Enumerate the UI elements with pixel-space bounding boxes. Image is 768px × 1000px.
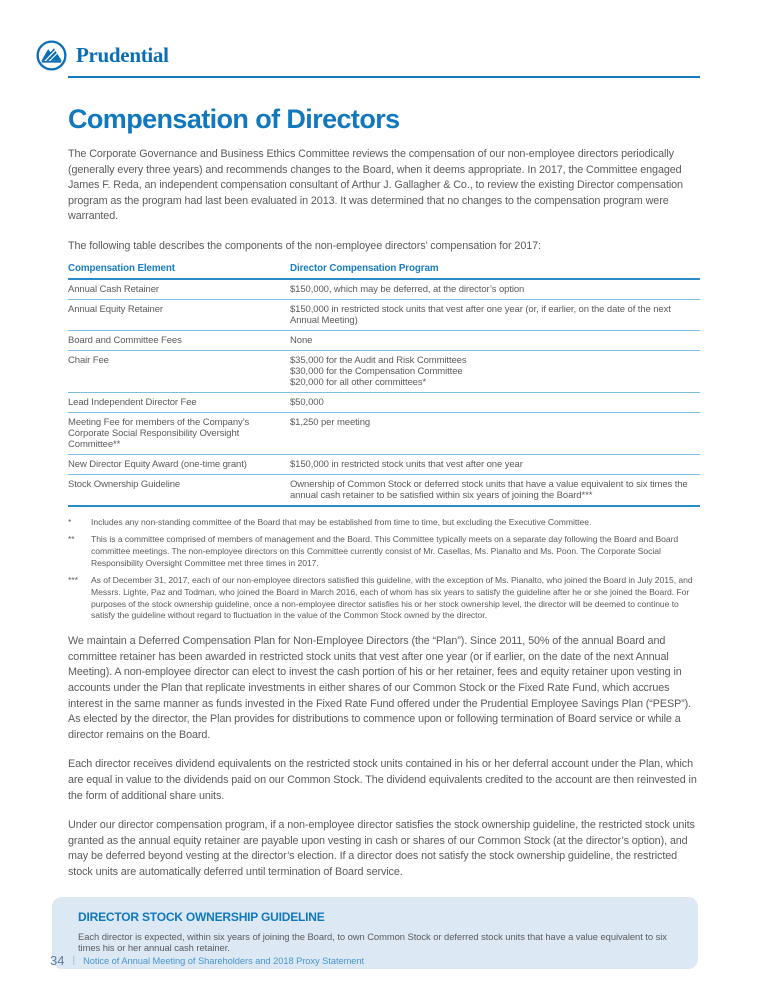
cell-element: Stock Ownership Guideline [68, 474, 290, 506]
program-line: $1,250 per meeting [290, 416, 371, 428]
cell-program [290, 392, 700, 412]
table-row [68, 350, 700, 392]
program-line: $30,000 for the Compensation Committee [290, 365, 463, 377]
brand-header [36, 40, 169, 71]
program-line: $150,000 in restricted stock units that vest after one year [290, 458, 523, 470]
footnote-text: This is a committee comprised of members of management and the Board. This Committee typically meets on a separate day following the Board and Board committee meetings. The non-employee directors on this Committee currently consist of Mr. Casellas, Ms. Pianalto and Ms. Poon. The Corporate Social Responsibility Oversight Committee met three times in 2017. [91, 534, 679, 568]
brand-wordmark: Prudential [76, 43, 169, 67]
callout-title: DIRECTOR STOCK OWNERSHIP GUIDELINE [78, 909, 325, 924]
cell-element: Meeting Fee for members of the Company’s Corporate Social Responsibility Oversight Committee** [68, 412, 290, 454]
cell-program [290, 350, 700, 392]
cell-program [290, 330, 700, 350]
footnote [68, 517, 700, 529]
body-paragraph-1: We maintain a Deferred Compensation Plan for Non-Employee Directors (the “Plan”). Since 2011, 50% of the annual Board and committee retainer has been awarded in restricted stock units that vest after one year (or if earlier, on the date of the next Annual Meeting). A non-employee director can elect to invest the cash portion of his or her retainer, fees and equity retainer upon vesting in accounts under the Plan that replicate investments in either shares of our Common Stock or the Fixed Rate Fund, which accrues interest in the same manner as funds invested in the Fixed Rate Fund offered under the Prudential Employee Savings Plan (“PESP”). As elected by the director, the Plan provides for distributions to commence upon or following termination of Board service or while a director remains on the Board. [68, 635, 692, 741]
program-line: None [290, 334, 313, 346]
program-line: Ownership of Common Stock or deferred stock units that have a value equivalent to six times the annual cash retainer to be satisfied within six years of joining the Board*** [290, 478, 688, 501]
cell-element: New Director Equity Award (one-time grant) [68, 454, 290, 474]
footnote-text: As of December 31, 2017, each of our non-employee directors satisfied this guideline, with the exception of Ms. Pianalto, who joined the Board in July 2015, and Messrs. Lighte, Paz and Todman, who joined the Board in March 2016, each of whom has six years to satisfy the guideline after he or she joined the Board. For purposes of the stock ownership guideline, once a non-employee director satisfies his or her stock ownership level, the director will be deemed to continue to satisfy the guideline without regard to fluctuation in the value of the Common Stock owned by the director. [91, 575, 693, 621]
body-paragraph-2: Each director receives dividend equivalents on the restricted stock units contained in his or her deferral account under the Plan, which are equal in value to the dividends paid on our Common Stock. The dividend equivalents credited to the account are then reinvested in the form of additional share units. [68, 758, 697, 802]
prudential-rock-logo-icon [36, 40, 67, 71]
cell-program [290, 412, 700, 454]
footer-text: Notice of Annual Meeting of Shareholders and 2018 Proxy Statement [83, 955, 365, 966]
table-row [68, 279, 700, 300]
callout-body: Each director is expected, within six years of joining the Board, to own Common Stock or deferred stock units that have a value equivalent to six times his or her annual cash retainer. [78, 930, 667, 954]
footnote-marker: ** [68, 534, 75, 545]
cell-element: Annual Cash Retainer [68, 279, 290, 300]
table-row [68, 330, 700, 350]
program-line: $150,000, which may be deferred, at the director’s option [290, 283, 525, 295]
table-header-row [68, 263, 700, 279]
table-row [68, 474, 700, 506]
column-header-compensation-element: Compensation Element [68, 263, 290, 279]
page-number: 34 [50, 953, 65, 968]
footnote [68, 575, 700, 622]
intro-paragraph-2: The following table describes the components of the non-employee directors’ compensation for 2017: [68, 239, 541, 252]
program-line: $50,000 [290, 396, 324, 408]
header-rule [68, 76, 700, 78]
page-footer [50, 953, 364, 968]
cell-element: Annual Equity Retainer [68, 299, 290, 330]
program-line: $35,000 for the Audit and Risk Committees [290, 354, 467, 366]
table-row [68, 299, 700, 330]
cell-program [290, 299, 700, 330]
footnotes [68, 517, 700, 623]
compensation-table [68, 263, 700, 507]
footnote-marker: * [68, 516, 72, 527]
table-row [68, 392, 700, 412]
cell-element: Chair Fee [68, 350, 290, 392]
footnote-text: Includes any non-standing committee of the Board that may be established from time to time, but excluding the Executive Committee. [91, 516, 592, 527]
cell-element: Lead Independent Director Fee [68, 392, 290, 412]
intro-paragraph-1: The Corporate Governance and Business Ethics Committee reviews the compensation of our non-employee directors periodically (generally every three years) and recommends changes to the Board, when it deems appropriate. In 2017, the Committee engaged James F. Reda, an independent compensation consultant of Arthur J. Gallagher & Co., to review the existing Director compensation program as the program had last been evaluated in 2013. It was determined that no changes to the compensation program were warranted. [68, 148, 683, 223]
column-header-director-compensation-program: Director Compensation Program [290, 263, 700, 279]
cell-element: Board and Committee Fees [68, 330, 290, 350]
footer-divider: | [72, 955, 76, 966]
program-line: $150,000 in restricted stock units that vest after one year (or, if earlier, on the date of the next Annual Meeting) [290, 303, 671, 326]
footnote [68, 534, 700, 569]
cell-program [290, 454, 700, 474]
cell-program [290, 474, 700, 506]
page-title: Compensation of Directors [68, 104, 400, 134]
footnote-marker: *** [68, 575, 78, 586]
table-row [68, 454, 700, 474]
table-row [68, 412, 700, 454]
body-paragraph-3: Under our director compensation program, if a non-employee director satisfies the stock ownership guideline, the restricted stock units granted as the annual equity retainer are payable upon vesting in cash or shares of our Common Stock (at the director’s option), and may be deferred beyond vesting at the director’s election. If a director does not satisfy the stock ownership guideline, the restricted stock units are automatically deferred until termination of Board service. [68, 819, 695, 878]
program-line: $20,000 for all other committees* [290, 376, 427, 388]
cell-program [290, 279, 700, 300]
main-content [68, 104, 700, 969]
